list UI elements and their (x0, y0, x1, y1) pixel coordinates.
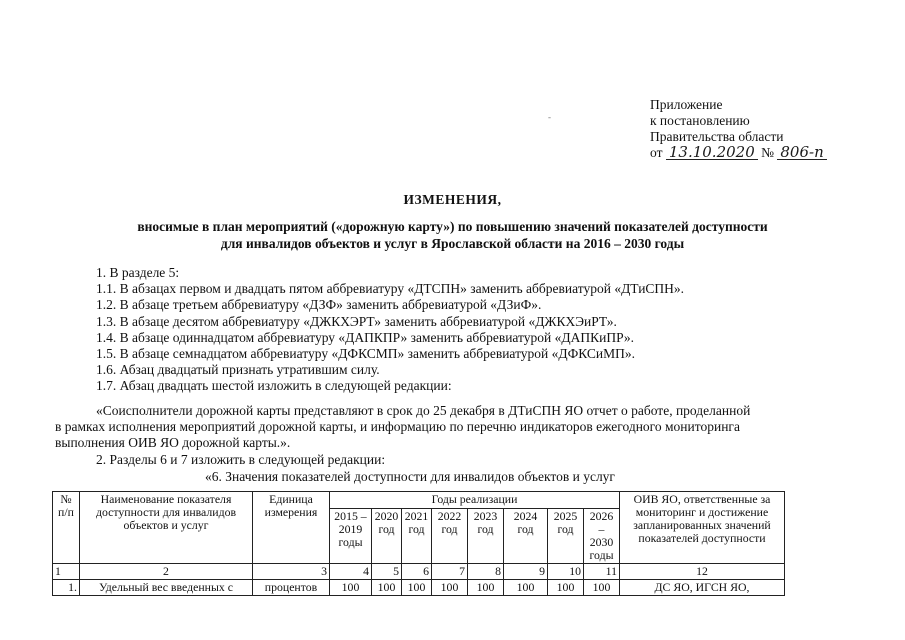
col-number: 7 (432, 564, 468, 580)
table-row (53, 580, 785, 596)
date-prefix: от (650, 145, 663, 160)
col-number: 10 (548, 564, 584, 580)
col-number: 3 (253, 564, 330, 580)
number-prefix: № (761, 145, 775, 160)
row-value: 100 (548, 580, 584, 596)
item-line: 1.6. Абзац двадцатый признать утратившим силу. (96, 362, 380, 378)
row-responsible: ДС ЯО, ИГСН ЯО, (620, 580, 785, 596)
row-value: 100 (402, 580, 432, 596)
col-number: 6 (402, 564, 432, 580)
indicators-table (52, 491, 785, 596)
item-line: 1.7. Абзац двадцать шестой изложить в следующей редакции: (96, 378, 452, 394)
quote-line-3: выполнения ОИВ ЯО дорожной карты.». (55, 435, 291, 451)
header-responsible: ОИВ ЯО, ответственные за мониторинг и достижение запланированных значений показателей доступности (620, 492, 785, 564)
appendix-block (650, 97, 827, 161)
stray-mark: - (548, 112, 551, 122)
row-value: 100 (584, 580, 620, 596)
col-number: 4 (330, 564, 372, 580)
item-2: 2. Разделы 6 и 7 изложить в следующей редакции: (96, 452, 386, 467)
quote-line-1: «Соисполнители дорожной карты представляют в срок до 25 декабря в ДТиСПН ЯО отчет о работе, проделанной (96, 403, 751, 418)
header-indicator-name: Наименование показателя доступности для инвалидов объектов и услуг (80, 492, 253, 564)
year-col-2022: 2022 год (432, 509, 468, 564)
item-line: 1. В разделе 5: (96, 265, 180, 280)
appendix-line-1: Приложение (650, 97, 723, 112)
row-value: 100 (432, 580, 468, 596)
item-line: 1.5. В абзаце семнадцатом аббревиатуру «ДФКСМП» заменить аббревиатурой «ДФКСиМП». (96, 346, 636, 362)
quoted-paragraph (55, 403, 855, 452)
document-subtitle (0, 218, 905, 252)
year-col-2026-2030: 2026 – 2030 годы (584, 509, 620, 564)
document-title: ИЗМЕНЕНИЯ, (403, 192, 502, 207)
col-number: 12 (620, 564, 785, 580)
subtitle-line-2: для инвалидов объектов и услуг в Ярославской области на 2016 – 2030 годы (220, 236, 685, 251)
amendment-items (96, 265, 684, 395)
row-value: 100 (372, 580, 402, 596)
col-number: 1 (53, 564, 80, 580)
item-line: 1.1. В абзацах первом и двадцать пятом аббревиатуру «ДТСПН» заменить аббревиатурой «ДТиСПН». (96, 281, 685, 297)
year-col-2025: 2025 год (548, 509, 584, 564)
item-line: 1.4. В абзаце одиннадцатом аббревиатуру «ДАПКПР» заменить аббревиатурой «ДАПКиПР». (96, 329, 635, 345)
col-number: 11 (584, 564, 620, 580)
subtitle-line-1: вносимые в план мероприятий («дорожную карту») по повышению значений показателей доступности (137, 219, 768, 234)
col-number: 5 (372, 564, 402, 580)
handwritten-number: 806-п (777, 145, 826, 160)
section-6-title: «6. Значения показателей доступности для инвалидов объектов и услуг (205, 469, 615, 484)
col-number: 9 (504, 564, 548, 580)
col-number: 8 (468, 564, 504, 580)
header-num: № п/п (53, 492, 80, 564)
year-col-2015-2019: 2015 – 2019 годы (330, 509, 372, 564)
quote-line-2: в рамках исполнения мероприятий дорожной карты, и информацию по перечню индикаторов ежегодного мониторинга (55, 419, 740, 435)
row-value: 100 (468, 580, 504, 596)
year-col-2020: 2020 год (372, 509, 402, 564)
item-line: 1.2. В абзаце третьем аббревиатуру «ДЗФ» заменить аббревиатурой «ДЗиФ». (96, 297, 542, 313)
table-header-row (53, 492, 785, 509)
column-numbers-row (53, 564, 785, 580)
year-col-2023: 2023 год (468, 509, 504, 564)
handwritten-date: 13.10.2020 (666, 145, 758, 160)
row-indicator-name: Удельный вес введенных с (80, 580, 253, 596)
row-num: 1. (53, 580, 80, 596)
header-years: Годы реализации (330, 492, 620, 509)
col-number: 2 (80, 564, 253, 580)
row-value: 100 (504, 580, 548, 596)
year-col-2021: 2021 год (402, 509, 432, 564)
appendix-date-line (650, 145, 827, 161)
item-line: 1.3. В абзаце десятом аббревиатуру «ДЖКХЭРТ» заменить аббревиатурой «ДЖКХЭиРТ». (96, 313, 617, 329)
header-unit: Единица измерения (253, 492, 330, 564)
row-unit: процентов (253, 580, 330, 596)
row-value: 100 (330, 580, 372, 596)
appendix-line-3: Правительства области (650, 129, 784, 144)
year-col-2024: 2024 год (504, 509, 548, 564)
appendix-line-2: к постановлению (650, 113, 750, 128)
